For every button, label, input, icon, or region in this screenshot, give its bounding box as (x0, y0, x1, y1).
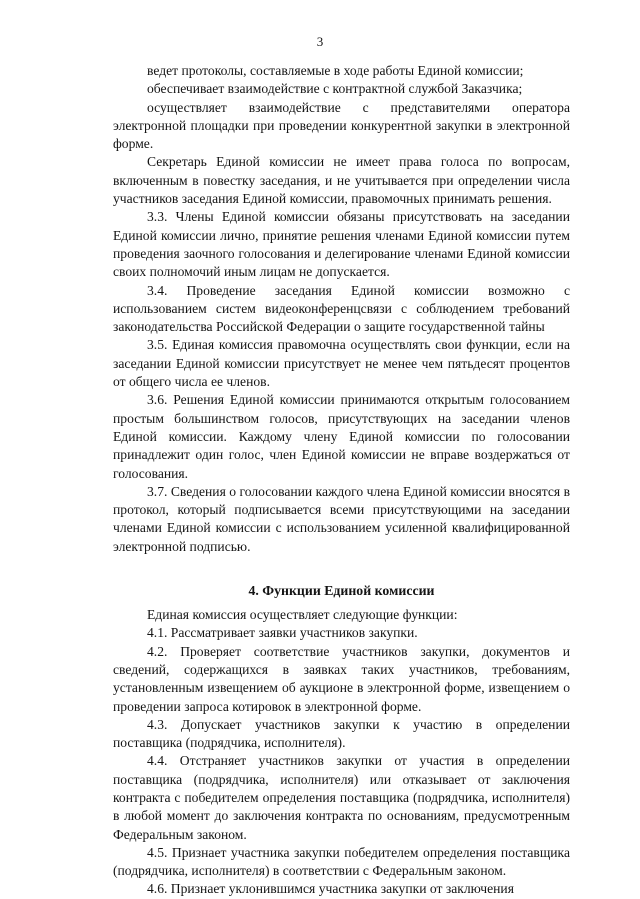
paragraph-4-4: 4.4. Отстраняет участников закупки от участия в определении поставщика (подрядчика, исполнителя) или отказывает от заключения контракта с победителем определения поставщика (подрядчика, исполнителя) в любой момент до заключения контракта по основаниям, предусмотренным Федеральным законом. (113, 753, 570, 842)
paragraph-4-6: 4.6. Признает уклонившимся участника закупки от заключения (147, 881, 514, 897)
document-body (113, 62, 570, 899)
paragraph-secretary: Секретарь Единой комиссии не имеет права голоса по вопросам, включенным в повестку заседания, и не учитывается при определении числа участников заседания Единой комиссии, правомочных принимать решения. (113, 154, 570, 207)
paragraph-3-5: 3.5. Единая комиссия правомочна осуществлять свои функции, если на заседании Единой комиссии присутствует не менее чем пятьдесят процентов от общего числа ее членов. (113, 337, 570, 390)
paragraph-4-1: 4.1. Рассматривает заявки участников закупки. (147, 625, 418, 641)
paragraph-3-6: 3.6. Решения Единой комиссии принимаются открытым голосованием простым большинством голосов, присутствующих на заседании членов Единой комиссии. Каждому члену Единой комиссии по голосовании принадлежит один голос, член Единой комиссии не вправе воздержаться от голосования. (113, 392, 570, 481)
page-number: 3 (316, 34, 324, 49)
paragraph-functions-intro: Единая комиссия осуществляет следующие функции: (147, 607, 458, 623)
paragraph-contract-service: обеспечивает взаимодействие с контрактной службой Заказчика; (147, 81, 523, 97)
paragraph-4-2: 4.2. Проверяет соответствие участников закупки, документов и сведений, содержащихся в заявках таких участников, требованиям, установленным извещением об аукционе в электронной форме, извещением о проведении запроса котировок в электронной форме. (113, 643, 570, 714)
paragraph-operator-interaction: осуществляет взаимодействие с представителями оператора электронной площадки при проведении конкурентной закупки в электронной форме. (113, 99, 570, 152)
paragraph-3-3: 3.3. Члены Единой комиссии обязаны присутствовать на заседании Единой комиссии лично, принятие решения членами Единой комиссии путем проведения заочного голосования и делегирование членами Единой комиссии своих полномочий иным лицам не допускается. (113, 209, 570, 280)
paragraph-4-3: 4.3. Допускает участников закупки к участию в определении поставщика (подрядчика, исполнителя). (113, 716, 570, 751)
paragraph-3-4: 3.4. Проведение заседания Единой комиссии возможно с использованием систем видеоконференцсвязи с соблюдением требований законодательства Российской Федерации о защите государственной тайны (113, 282, 570, 335)
section-heading: 4. Функции Единой комиссии (248, 583, 435, 599)
paragraph-4-5: 4.5. Признает участника закупки победителем определения поставщика (подрядчика, исполнителя) в соответствии с Федеральным законом. (113, 844, 570, 879)
paragraph-3-7: 3.7. Сведения о голосовании каждого члена Единой комиссии вносятся в протокол, который подписывается всеми присутствующими на заседании членами Единой комиссии с использованием усиленной квалифицированной электронной подписью. (113, 483, 570, 554)
paragraph-protocols: ведет протоколы, составляемые в ходе работы Единой комиссии; (147, 63, 524, 78)
